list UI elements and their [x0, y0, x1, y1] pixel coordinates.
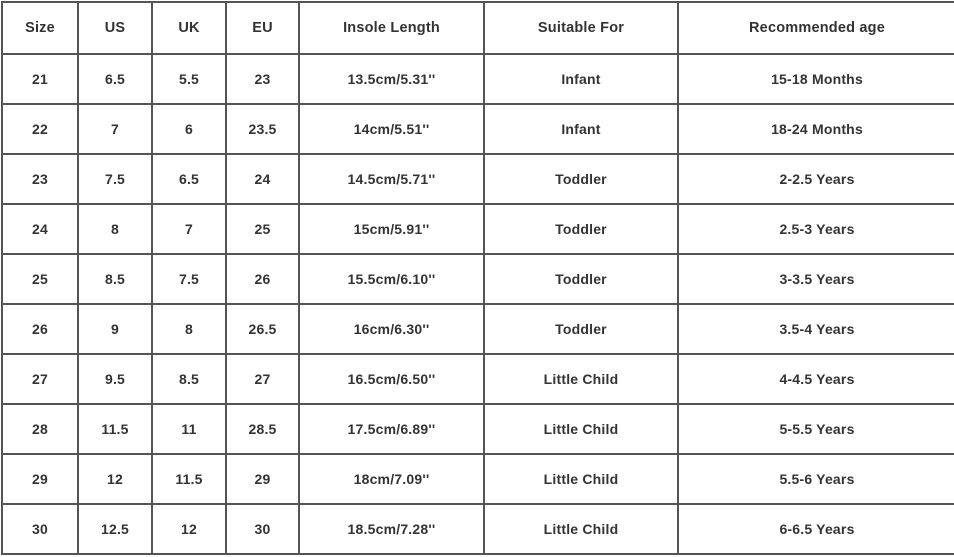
table-cell: 7 — [78, 104, 152, 154]
table-row — [2, 304, 954, 354]
table-cell: 30 — [226, 504, 299, 554]
table-cell: 8 — [152, 304, 226, 354]
table-cell: 25 — [2, 254, 78, 304]
table-cell: Infant — [484, 104, 678, 154]
table-row — [2, 454, 954, 504]
table-cell: 12 — [152, 504, 226, 554]
column-header-recommended-age: Recommended age — [678, 2, 954, 54]
table-cell: 23 — [2, 154, 78, 204]
table-cell: 18-24 Months — [678, 104, 954, 154]
table-cell: 7 — [152, 204, 226, 254]
table-cell: 9.5 — [78, 354, 152, 404]
table-cell: 18.5cm/7.28'' — [299, 504, 484, 554]
column-header-uk: UK — [152, 2, 226, 54]
table-cell: 15-18 Months — [678, 54, 954, 104]
column-header-insole-length: Insole Length — [299, 2, 484, 54]
table-row — [2, 54, 954, 104]
table-cell: 6.5 — [78, 54, 152, 104]
table-row — [2, 404, 954, 454]
table-cell: 11 — [152, 404, 226, 454]
column-header-us: US — [78, 2, 152, 54]
table-row — [2, 204, 954, 254]
table-cell: 6-6.5 Years — [678, 504, 954, 554]
table-row — [2, 504, 954, 554]
table-cell: Toddler — [484, 304, 678, 354]
table-cell: 24 — [2, 204, 78, 254]
table-row — [2, 354, 954, 404]
table-cell: 2.5-3 Years — [678, 204, 954, 254]
table-cell: 8.5 — [78, 254, 152, 304]
table-cell: Little Child — [484, 354, 678, 404]
table-cell: Toddler — [484, 204, 678, 254]
table-cell: 13.5cm/5.31'' — [299, 54, 484, 104]
table-cell: 14.5cm/5.71'' — [299, 154, 484, 204]
table-cell: Little Child — [484, 504, 678, 554]
table-cell: 23.5 — [226, 104, 299, 154]
table-cell: 7.5 — [78, 154, 152, 204]
table-cell: 28 — [2, 404, 78, 454]
table-cell: 15.5cm/6.10'' — [299, 254, 484, 304]
table-body — [2, 54, 954, 554]
table-row — [2, 154, 954, 204]
table-cell: Little Child — [484, 454, 678, 504]
table-cell: 5.5-6 Years — [678, 454, 954, 504]
column-header-eu: EU — [226, 2, 299, 54]
table-cell: 14cm/5.51'' — [299, 104, 484, 154]
table-cell: 24 — [226, 154, 299, 204]
table-cell: 11.5 — [78, 404, 152, 454]
table-cell: 5-5.5 Years — [678, 404, 954, 454]
table-cell: 18cm/7.09'' — [299, 454, 484, 504]
table-cell: 9 — [78, 304, 152, 354]
table-cell: 26.5 — [226, 304, 299, 354]
table-cell: 25 — [226, 204, 299, 254]
table-cell: Toddler — [484, 154, 678, 204]
table-row — [2, 104, 954, 154]
table-cell: 17.5cm/6.89'' — [299, 404, 484, 454]
table-cell: 4-4.5 Years — [678, 354, 954, 404]
size-chart-table — [1, 1, 954, 555]
table-cell: 2-2.5 Years — [678, 154, 954, 204]
table-cell: 8.5 — [152, 354, 226, 404]
table-cell: 16.5cm/6.50'' — [299, 354, 484, 404]
table-cell: 5.5 — [152, 54, 226, 104]
table-cell: 8 — [78, 204, 152, 254]
table-cell: 3.5-4 Years — [678, 304, 954, 354]
table-cell: 12.5 — [78, 504, 152, 554]
table-cell: 6 — [152, 104, 226, 154]
table-cell: 6.5 — [152, 154, 226, 204]
header-row — [2, 2, 954, 54]
table-row — [2, 254, 954, 304]
table-cell: 26 — [226, 254, 299, 304]
table-cell: 23 — [226, 54, 299, 104]
table-cell: 30 — [2, 504, 78, 554]
table-cell: Toddler — [484, 254, 678, 304]
table-cell: 28.5 — [226, 404, 299, 454]
table-cell: 16cm/6.30'' — [299, 304, 484, 354]
table-cell: 27 — [226, 354, 299, 404]
table-cell: 7.5 — [152, 254, 226, 304]
column-header-size: Size — [2, 2, 78, 54]
table-cell: 11.5 — [152, 454, 226, 504]
table-cell: 12 — [78, 454, 152, 504]
column-header-suitable-for: Suitable For — [484, 2, 678, 54]
table-cell: Little Child — [484, 404, 678, 454]
table-cell: 21 — [2, 54, 78, 104]
size-chart — [0, 1, 954, 557]
table-cell: 15cm/5.91'' — [299, 204, 484, 254]
table-cell: 29 — [2, 454, 78, 504]
table-cell: 22 — [2, 104, 78, 154]
table-cell: 27 — [2, 354, 78, 404]
table-header — [2, 2, 954, 54]
table-cell: Infant — [484, 54, 678, 104]
table-cell: 26 — [2, 304, 78, 354]
table-cell: 29 — [226, 454, 299, 504]
table-cell: 3-3.5 Years — [678, 254, 954, 304]
